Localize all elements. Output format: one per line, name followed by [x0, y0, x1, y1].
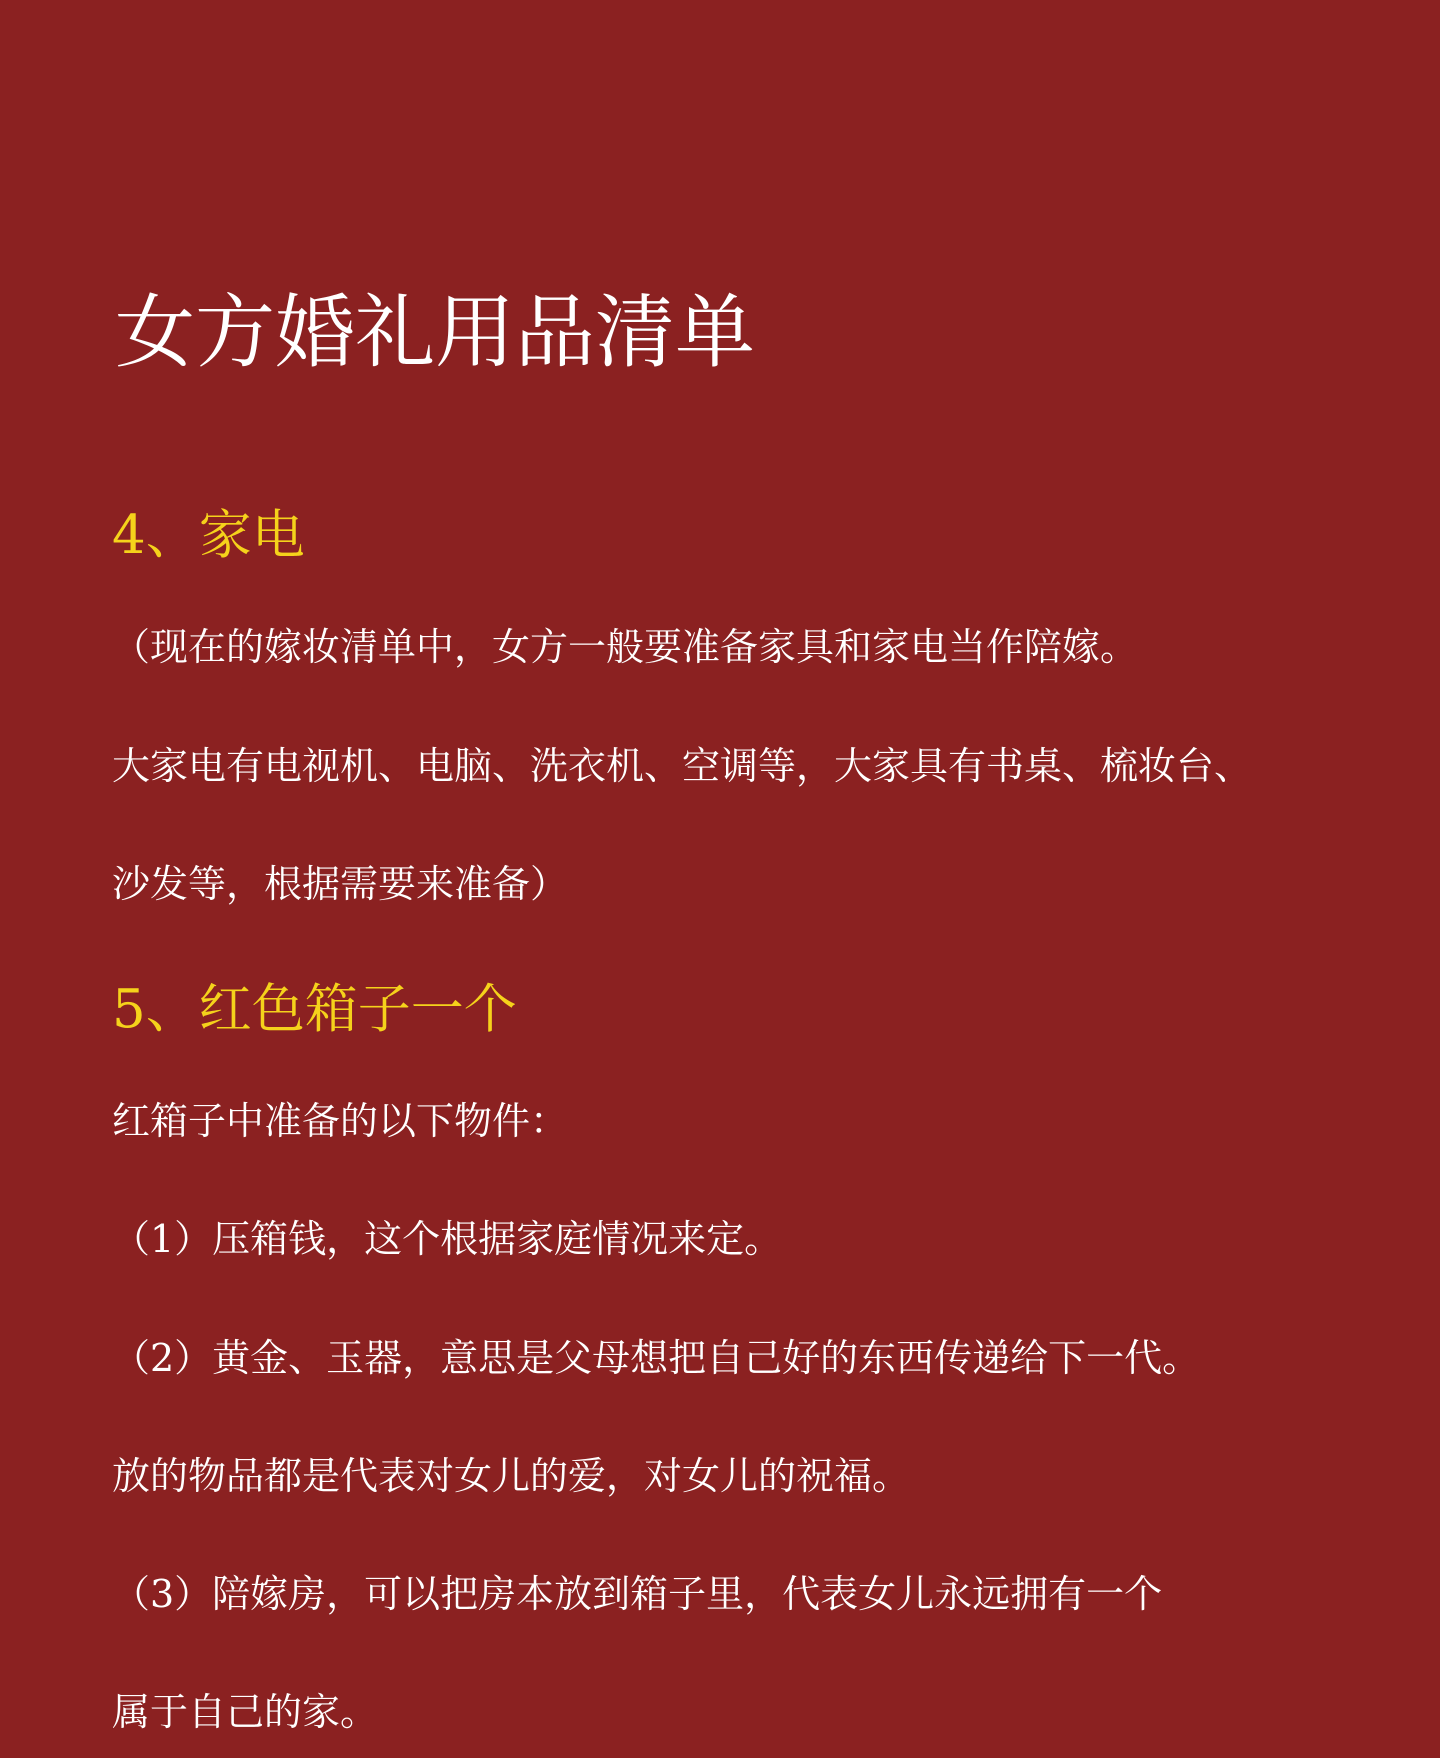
body-line: 红箱子中准备的以下物件： — [112, 1099, 569, 1143]
body-line: （现在的嫁妆清单中，女方一般要准备家具和家电当作陪嫁。 — [112, 625, 1139, 669]
body-line: （3）陪嫁房，可以把房本放到箱子里，代表女儿永远拥有一个 — [112, 1572, 1163, 1616]
body-line: 大家电有电视机、电脑、洗衣机、空调等，大家具有书桌、梳妆台、 — [112, 744, 1253, 788]
section-heading-red-box: 5、红色箱子一个 — [112, 979, 517, 1040]
body-line: 属于自己的家。 — [112, 1690, 379, 1734]
page-title: 女方婚礼用品清单 — [115, 286, 755, 379]
body-line: 沙发等，根据需要来准备） — [112, 862, 569, 906]
section-heading-appliances: 4、家电 — [112, 505, 305, 566]
body-line: （1）压箱钱，这个根据家庭情况来定。 — [112, 1217, 783, 1261]
body-line: 放的物品都是代表对女儿的爱，对女儿的祝福。 — [112, 1454, 911, 1498]
body-line: （2）黄金、玉器，意思是父母想把自己好的东西传递给下一代。 — [112, 1336, 1201, 1380]
